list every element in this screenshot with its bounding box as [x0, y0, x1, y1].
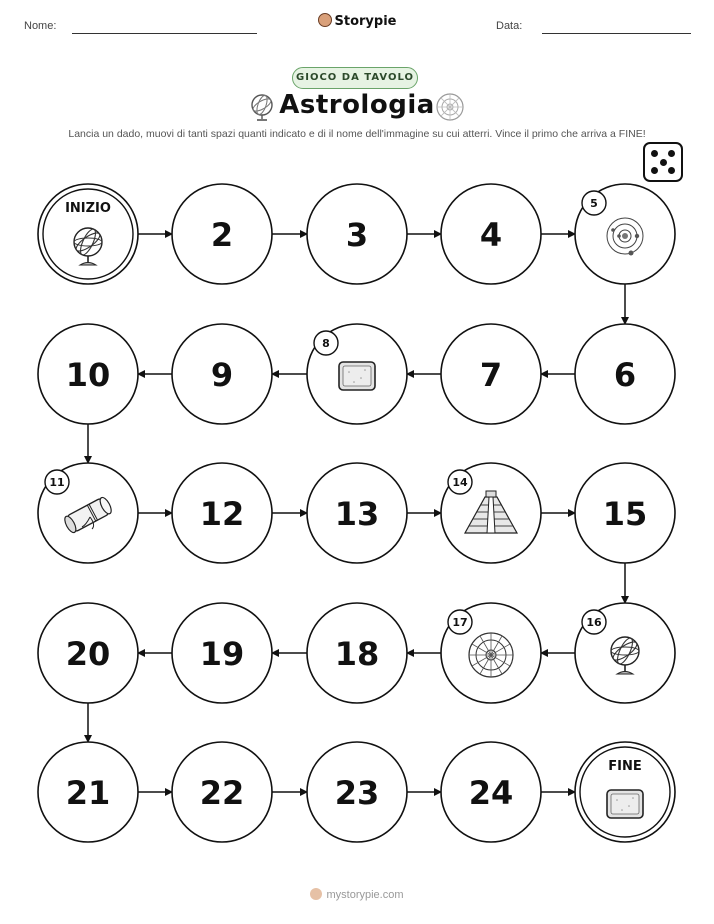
space-number: 12 — [199, 495, 245, 533]
space-number: 24 — [468, 774, 514, 812]
board-space-23[interactable] — [307, 742, 407, 842]
board-space-5[interactable] — [575, 184, 675, 284]
space-number: 20 — [65, 635, 111, 673]
space-number: 18 — [334, 635, 380, 673]
brand-name: Storypie — [334, 14, 397, 29]
board-space-6[interactable] — [575, 324, 675, 424]
stone-tablet-icon — [607, 790, 643, 818]
space-number: 6 — [613, 356, 637, 394]
board-space-24[interactable] — [441, 742, 541, 842]
footer — [0, 888, 714, 901]
board-space-19[interactable] — [172, 603, 272, 703]
start-space[interactable] — [38, 184, 138, 284]
board-space-16[interactable] — [575, 603, 675, 703]
board-space-4[interactable] — [441, 184, 541, 284]
space-number: 9 — [210, 356, 234, 394]
board-space-7[interactable] — [441, 324, 541, 424]
space-number: 15 — [602, 495, 648, 533]
space-number: 3 — [345, 216, 369, 254]
space-number: 23 — [334, 774, 380, 812]
space-number: 11 — [49, 476, 65, 489]
start-label: INIZIO — [65, 201, 111, 216]
space-number: 7 — [479, 356, 503, 394]
space-number: 16 — [586, 616, 602, 629]
board-space-3[interactable] — [307, 184, 407, 284]
bear-icon — [310, 888, 322, 900]
space-number: 13 — [334, 495, 380, 533]
footer-url: mystorypie.com — [326, 889, 404, 901]
board-space-12[interactable] — [172, 463, 272, 563]
board-space-17[interactable] — [441, 603, 541, 703]
board-space-2[interactable] — [172, 184, 272, 284]
finish-space[interactable] — [575, 742, 675, 842]
game-type-badge: GIOCO DA TAVOLO — [292, 67, 418, 89]
space-number: 10 — [65, 356, 111, 394]
space-number: 21 — [65, 774, 111, 812]
stone-tablet-icon — [339, 362, 375, 390]
space-number: 19 — [199, 635, 245, 673]
space-number: 8 — [322, 337, 330, 350]
date-label: Data: — [496, 20, 523, 32]
board-space-21[interactable] — [38, 742, 138, 842]
page-title: Astrologia — [279, 90, 435, 120]
board-space-22[interactable] — [172, 742, 272, 842]
board-space-18[interactable] — [307, 603, 407, 703]
instructions: Lancia un dado, muovi di tanti spazi quanti indicato e di il nome dell'immagine su cui atterri. Vince il primo che arriva a FINE! — [68, 128, 646, 140]
board-space-20[interactable] — [38, 603, 138, 703]
board-space-10[interactable] — [38, 324, 138, 424]
space-number: 14 — [452, 476, 468, 489]
board-space-14[interactable] — [441, 463, 541, 563]
board-space-15[interactable] — [575, 463, 675, 563]
board-space-9[interactable] — [172, 324, 272, 424]
name-label: Nome: — [24, 20, 57, 32]
space-number: 17 — [452, 616, 468, 629]
space-number: 4 — [479, 216, 503, 254]
space-number: 5 — [590, 197, 598, 210]
board-space-8[interactable] — [307, 324, 407, 424]
board-space-13[interactable] — [307, 463, 407, 563]
zodiac-wheel-icon — [469, 633, 513, 677]
board-space-11[interactable] — [38, 463, 138, 563]
space-number: 22 — [199, 774, 245, 812]
space-number: 2 — [210, 216, 234, 254]
finish-label: FINE — [608, 759, 642, 774]
